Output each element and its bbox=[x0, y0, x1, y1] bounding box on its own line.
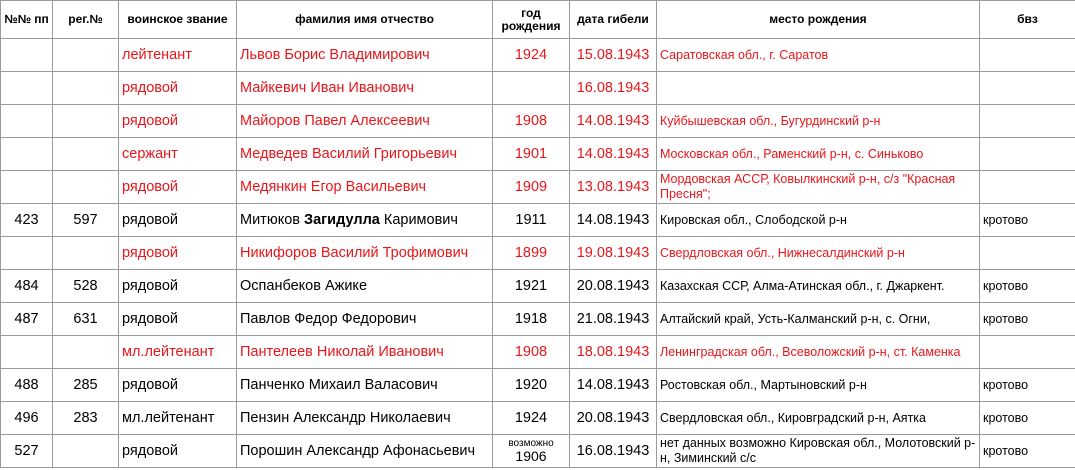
cell-rank[interactable]: мл.лейтенант bbox=[119, 336, 237, 369]
cell-death[interactable]: 16.08.1943 bbox=[570, 72, 657, 105]
cell-year[interactable] bbox=[493, 39, 570, 72]
name-part: Оспанбеков Ажике bbox=[240, 278, 368, 294]
cell-place[interactable]: Мордовская АССР, Ковылкинский р-н, с/з "Красная Пресня"; bbox=[657, 171, 980, 204]
name-part: Пензин Александр Николаевич bbox=[240, 410, 451, 426]
name-part: Митюков bbox=[240, 212, 304, 228]
cell-name[interactable] bbox=[237, 72, 493, 105]
cell-year[interactable] bbox=[493, 369, 570, 402]
cell-rank[interactable]: рядовой bbox=[119, 369, 237, 402]
header-place[interactable]: место рождения bbox=[657, 1, 980, 39]
cell-rank[interactable]: лейтенант bbox=[119, 39, 237, 72]
cell-num[interactable] bbox=[1, 138, 53, 171]
cell-place[interactable]: Кировская обл., Слободской р-н bbox=[657, 204, 980, 237]
table-row bbox=[1, 402, 1075, 435]
header-death[interactable]: дата гибели bbox=[570, 1, 657, 39]
year-note: возможно bbox=[508, 438, 554, 449]
year-value: 1908 bbox=[514, 344, 548, 360]
header-name[interactable]: фамилия имя отчество bbox=[237, 1, 493, 39]
cell-rank[interactable]: сержант bbox=[119, 138, 237, 171]
cell-reg[interactable] bbox=[53, 171, 119, 204]
year-value: 1911 bbox=[515, 212, 547, 228]
cell-bvz[interactable] bbox=[980, 336, 1075, 369]
cell-reg[interactable] bbox=[53, 435, 119, 468]
cell-year[interactable] bbox=[493, 171, 570, 204]
header-row bbox=[1, 1, 1075, 39]
cell-death[interactable]: 14.08.1943 bbox=[570, 204, 657, 237]
table-row bbox=[1, 138, 1075, 171]
name-part: Медянкин Егор Васильевич bbox=[240, 179, 427, 195]
cell-year[interactable] bbox=[493, 204, 570, 237]
cell-rank[interactable]: рядовой bbox=[119, 237, 237, 270]
name-part: Панченко Михаил Валасович bbox=[240, 377, 438, 393]
name-part: Никифоров Василий Трофимович bbox=[240, 245, 469, 261]
cell-year[interactable] bbox=[493, 270, 570, 303]
cell-place[interactable]: Свердловская обл., Нижнесалдинский р-н bbox=[657, 237, 980, 270]
header-rank[interactable]: воинское звание bbox=[119, 1, 237, 39]
cell-num[interactable] bbox=[1, 72, 53, 105]
cell-rank[interactable]: рядовой bbox=[119, 72, 237, 105]
cell-rank[interactable]: рядовой bbox=[119, 105, 237, 138]
cell-rank[interactable]: мл.лейтенант bbox=[119, 402, 237, 435]
table-row bbox=[1, 270, 1075, 303]
cell-year[interactable] bbox=[493, 303, 570, 336]
year-value: 1924 bbox=[514, 47, 548, 63]
header-year[interactable]: год рождения bbox=[493, 1, 570, 39]
cell-name[interactable] bbox=[237, 105, 493, 138]
cell-reg[interactable]: 283 bbox=[53, 402, 119, 435]
cell-death[interactable]: 20.08.1943 bbox=[570, 270, 657, 303]
cell-place[interactable]: Ленинградская обл., Всеволожский р-н, ст. Каменка bbox=[657, 336, 980, 369]
cell-reg[interactable]: 631 bbox=[53, 303, 119, 336]
cell-name[interactable] bbox=[237, 237, 493, 270]
name-emphasis: Загидулла bbox=[304, 212, 380, 228]
cell-death[interactable]: 21.08.1943 bbox=[570, 303, 657, 336]
cell-rank[interactable]: рядовой bbox=[119, 171, 237, 204]
cell-reg[interactable] bbox=[53, 336, 119, 369]
cell-bvz[interactable] bbox=[980, 105, 1075, 138]
cell-rank[interactable]: рядовой bbox=[119, 204, 237, 237]
cell-bvz[interactable]: кротово bbox=[980, 303, 1075, 336]
cell-name[interactable] bbox=[237, 402, 493, 435]
table-row bbox=[1, 369, 1075, 402]
cell-name[interactable] bbox=[237, 171, 493, 204]
cell-place[interactable]: нет данных возможно Кировская обл., Молотовский р-н, Зиминский с/с bbox=[657, 435, 980, 468]
cell-death[interactable]: 18.08.1943 bbox=[570, 336, 657, 369]
cell-death[interactable]: 14.08.1943 bbox=[570, 369, 657, 402]
cell-reg[interactable] bbox=[53, 237, 119, 270]
cell-rank[interactable]: рядовой bbox=[119, 303, 237, 336]
cell-bvz[interactable]: кротово bbox=[980, 270, 1075, 303]
name-part: Медведев Василий Григорьевич bbox=[240, 146, 458, 162]
cell-death[interactable]: 14.08.1943 bbox=[570, 105, 657, 138]
cell-year[interactable] bbox=[493, 138, 570, 171]
cell-place[interactable]: Алтайский край, Усть-Калманский р-н, с. Огни, bbox=[657, 303, 980, 336]
cell-name[interactable] bbox=[237, 336, 493, 369]
cell-reg[interactable] bbox=[53, 39, 119, 72]
table-row bbox=[1, 435, 1075, 468]
table-row bbox=[1, 204, 1075, 237]
table-row bbox=[1, 336, 1075, 369]
cell-bvz[interactable]: кротово bbox=[980, 402, 1075, 435]
cell-death[interactable]: 15.08.1943 bbox=[570, 39, 657, 72]
cell-death[interactable]: 20.08.1943 bbox=[570, 402, 657, 435]
table-row bbox=[1, 39, 1075, 72]
header-bvz[interactable]: бвз bbox=[980, 1, 1075, 39]
cell-rank[interactable]: рядовой bbox=[119, 270, 237, 303]
cell-name[interactable] bbox=[237, 369, 493, 402]
cell-death[interactable]: 19.08.1943 bbox=[570, 237, 657, 270]
cell-bvz[interactable] bbox=[980, 72, 1075, 105]
cell-name[interactable] bbox=[237, 303, 493, 336]
cell-reg[interactable] bbox=[53, 105, 119, 138]
cell-name[interactable] bbox=[237, 138, 493, 171]
cell-num[interactable] bbox=[1, 171, 53, 204]
cell-bvz[interactable] bbox=[980, 138, 1075, 171]
cell-place[interactable]: Казахская ССР, Алма-Атинская обл., г. Джаркент. bbox=[657, 270, 980, 303]
cell-bvz[interactable] bbox=[980, 237, 1075, 270]
table-row bbox=[1, 171, 1075, 204]
cell-place[interactable]: Саратовская обл., г. Саратов bbox=[657, 39, 980, 72]
name-part: Пантелеев Николай Иванович bbox=[240, 344, 444, 360]
cell-death[interactable]: 13.08.1943 bbox=[570, 171, 657, 204]
cell-year[interactable] bbox=[493, 72, 570, 105]
cell-bvz[interactable]: кротово bbox=[980, 435, 1075, 468]
cell-num[interactable] bbox=[1, 237, 53, 270]
cell-place[interactable] bbox=[657, 72, 980, 105]
cell-reg[interactable]: 528 bbox=[53, 270, 119, 303]
cell-num[interactable] bbox=[1, 105, 53, 138]
name-part: Майкевич Иван Иванович bbox=[240, 80, 414, 96]
cell-reg[interactable] bbox=[53, 138, 119, 171]
cell-year[interactable] bbox=[493, 336, 570, 369]
cell-place[interactable]: Ростовская обл., Мартыновский р-н bbox=[657, 369, 980, 402]
cell-bvz[interactable]: кротово bbox=[980, 204, 1075, 237]
table-row bbox=[1, 72, 1075, 105]
cell-place[interactable]: Московская обл., Раменский р-н, с. Синьково bbox=[657, 138, 980, 171]
cell-death[interactable]: 16.08.1943 bbox=[570, 435, 657, 468]
header-reg[interactable]: рег.№ bbox=[53, 1, 119, 39]
cell-num[interactable]: 487 bbox=[1, 303, 53, 336]
cell-rank[interactable]: рядовой bbox=[119, 435, 237, 468]
year-value: 1901 bbox=[514, 146, 548, 162]
cell-num[interactable] bbox=[1, 336, 53, 369]
cell-num[interactable]: 496 bbox=[1, 402, 53, 435]
cell-num[interactable]: 484 bbox=[1, 270, 53, 303]
cell-name[interactable] bbox=[237, 270, 493, 303]
year-value: 1899 bbox=[514, 245, 548, 261]
year-value: 1908 bbox=[514, 113, 548, 129]
year-value: 1918 bbox=[514, 311, 548, 327]
cell-reg[interactable]: 597 bbox=[53, 204, 119, 237]
name-part: Каримович bbox=[379, 212, 458, 228]
cell-num[interactable] bbox=[1, 39, 53, 72]
cell-num[interactable]: 488 bbox=[1, 369, 53, 402]
cell-year[interactable] bbox=[493, 402, 570, 435]
year-value: 1921 bbox=[514, 278, 548, 294]
cell-reg[interactable]: 285 bbox=[53, 369, 119, 402]
cell-num[interactable]: 423 bbox=[1, 204, 53, 237]
cell-place[interactable]: Куйбышевская обл., Бугурдинский р-н bbox=[657, 105, 980, 138]
cell-death[interactable]: 14.08.1943 bbox=[570, 138, 657, 171]
name-part: Львов Борис Владимирович bbox=[240, 47, 430, 63]
cell-place[interactable]: Свердловская обл., Кировградский р-н, Аятка bbox=[657, 402, 980, 435]
cell-name[interactable] bbox=[237, 435, 493, 468]
table-row bbox=[1, 105, 1075, 138]
cell-reg[interactable] bbox=[53, 72, 119, 105]
name-part: Павлов Федор Федорович bbox=[240, 311, 417, 327]
cell-year[interactable] bbox=[493, 237, 570, 270]
cell-bvz[interactable]: кротово bbox=[980, 369, 1075, 402]
table-row bbox=[1, 237, 1075, 270]
name-part: Порошин Александр Афонасьевич bbox=[240, 443, 476, 459]
cell-bvz[interactable] bbox=[980, 171, 1075, 204]
cell-num[interactable]: 527 bbox=[1, 435, 53, 468]
cell-year[interactable] bbox=[493, 435, 570, 468]
cell-name[interactable] bbox=[237, 39, 493, 72]
cell-year[interactable] bbox=[493, 105, 570, 138]
year-value: 1920 bbox=[514, 377, 548, 393]
cell-name[interactable] bbox=[237, 204, 493, 237]
year-value: 1909 bbox=[514, 179, 548, 195]
table-row bbox=[1, 303, 1075, 336]
table-body bbox=[1, 39, 1075, 468]
name-part: Майоров Павел Алексеевич bbox=[240, 113, 430, 129]
year-value: 1924 bbox=[514, 410, 548, 426]
header-num[interactable]: №№ пп bbox=[1, 1, 53, 39]
year-value: 1906 bbox=[515, 448, 547, 464]
cell-bvz[interactable] bbox=[980, 39, 1075, 72]
